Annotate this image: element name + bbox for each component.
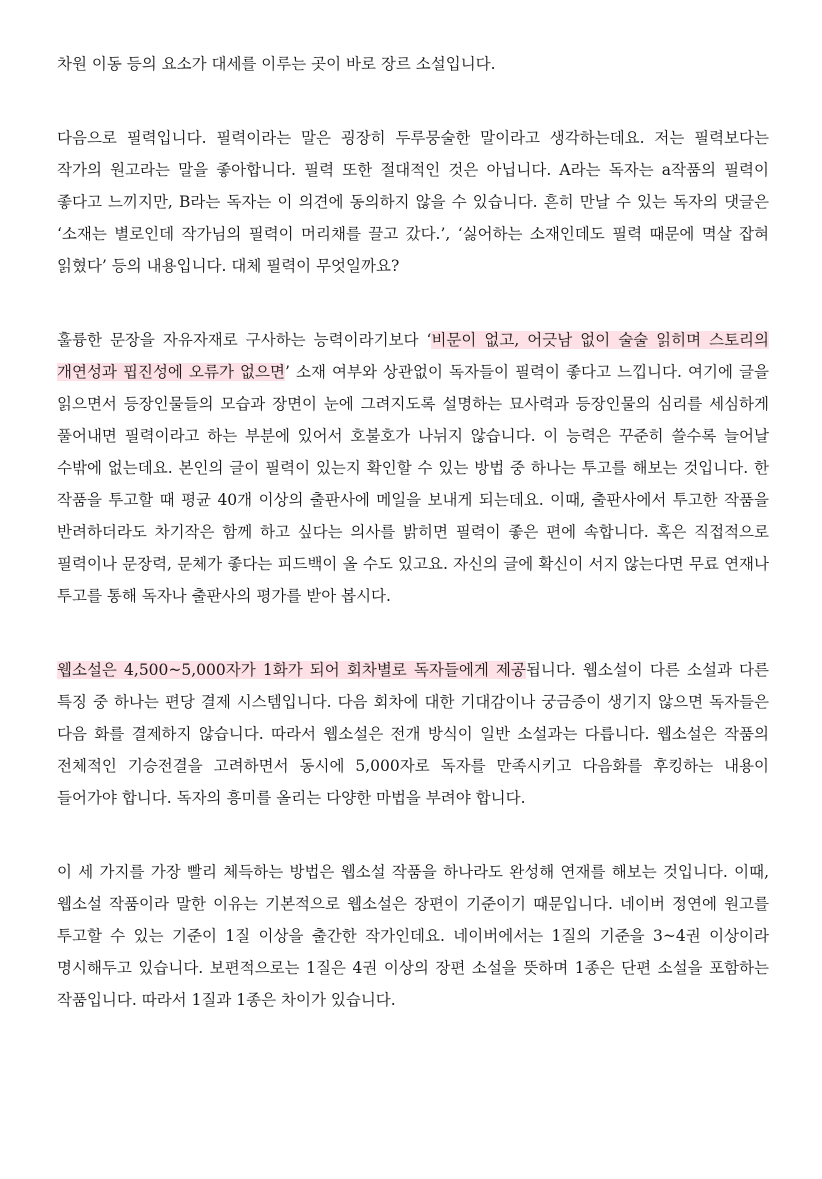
paragraph-genre-intro bbox=[57, 48, 769, 80]
paragraph-writing-skill bbox=[57, 122, 769, 282]
paragraph-web-novel bbox=[57, 654, 769, 814]
text-segment: 됩니다. 웹소설이 다른 소설과 다른 특징 중 하나는 편당 결제 시스템입니다. 다음 회차에 대한 기대감이나 궁금증이 생기지 않으면 독자들은 다음 화를 결제하지 않습니다. 따라서 웹소설은 전개 방식이 일반 소설과는 다릅니다. 웹소설은 작품의 전체적인 기승전결을 고려하면서 동시에 5,000자로 독자를 만족시키고 다음화를 후킹하는 내용이 들어가야 합니다. 독자의 흥미를 올리는 다양한 마법을 부려야 합니다. bbox=[57, 661, 770, 807]
text-segment: ’ 소재 여부와 상관없이 독자들이 필력이 좋다고 느낍니다. 여기에 글을 읽으면서 등장인물들의 모습과 장면이 눈에 그려지도록 설명하는 묘사력과 등장인물의 심리를 세심하게 풀어내면 필력이라고 하는 부분에 있어서 호불호가 나뉘지 않습니다. 이 능력은 꾸준히 쓸수록 늘어날 수밖에 없는데요. 본인의 글이 필력이 있는지 확인할 수 있는 방법 중 하나는 투고를 해보는 것입니다. 한 작품을 투고할 때 평균 40개 이상의 출판사에 메일을 보내게 되는데요. 이때, 출판사에서 투고한 작품을 반려하더라도 차기작은 함께 하고 싶다는 의사를 밝히면 필력이 좋은 편에 속합니다. 혹은 직접적으로 필력이나 문장력, 문체가 좋다는 피드백이 올 수도 있고요. 자신의 글에 확신이 서지 않는다면 무료 연재나 투고를 통해 독자나 출판사의 평가를 받아 봅시다. bbox=[57, 363, 770, 605]
paragraph-conclusion bbox=[57, 856, 769, 1016]
document-page bbox=[57, 48, 769, 1016]
text-segment: 이 세 가지를 가장 빨리 체득하는 방법은 웹소설 작품을 하나라도 완성해 연재를 해보는 것입니다. 이때, 웹소설 작품이라 말한 이유는 기본적으로 웹소설은 장편이 기준이기 때문입니다. 네이버 정연에 원고를 투고할 수 있는 기준이 1질 이상을 출간한 작가인데요. 네이버에서는 1질의 기준을 3~4권 이상이라 명시해두고 있습니다. 보편적으로는 1질은 4권 이상의 장편 소설을 뜻하며 1종은 단편 소설을 포함하는 작품입니다. 따라서 1질과 1종은 차이가 있습니다. bbox=[57, 863, 769, 1009]
text-segment: 훌륭한 문장을 자유자재로 구사하는 능력이라기보다 ‘ bbox=[57, 331, 432, 349]
paragraph-gap bbox=[57, 814, 769, 856]
highlighted-text: 웹소설은 4,500~5,000자가 1화가 되어 회차별로 독자들에게 제공 bbox=[57, 661, 526, 679]
paragraph-gap bbox=[57, 282, 769, 324]
paragraph-gap bbox=[57, 80, 769, 122]
paragraph-gap bbox=[57, 612, 769, 654]
highlighted-text: 비문이 없고, 어긋남 없이 술술 읽히며 스토리의 개연성과 핍진성에 오류가 없으면 bbox=[57, 331, 769, 381]
text-segment: 차원 이동 등의 요소가 대세를 이루는 곳이 바로 장르 소설입니다. bbox=[57, 55, 496, 73]
text-segment: 다음으로 필력입니다. 필력이라는 말은 굉장히 두루뭉술한 말이라고 생각하는데요. 저는 필력보다는 작가의 원고라는 말을 좋아합니다. 필력 또한 절대적인 것은 아닙니다. A라는 독자는 a작품의 필력이 좋다고 느끼지만, B라는 독자는 이 의견에 동의하지 않을 수 있습니다. 흔히 만날 수 있는 독자의 댓글은 ‘소재는 별로인데 작가님의 필력이 머리채를 끌고 갔다.’, ‘싫어하는 소재인데도 필력 때문에 멱살 잡혀 읽혔다’ 등의 내용입니다. 대체 필력이 무엇일까요? bbox=[57, 129, 769, 275]
paragraph-good-writing bbox=[57, 324, 769, 612]
